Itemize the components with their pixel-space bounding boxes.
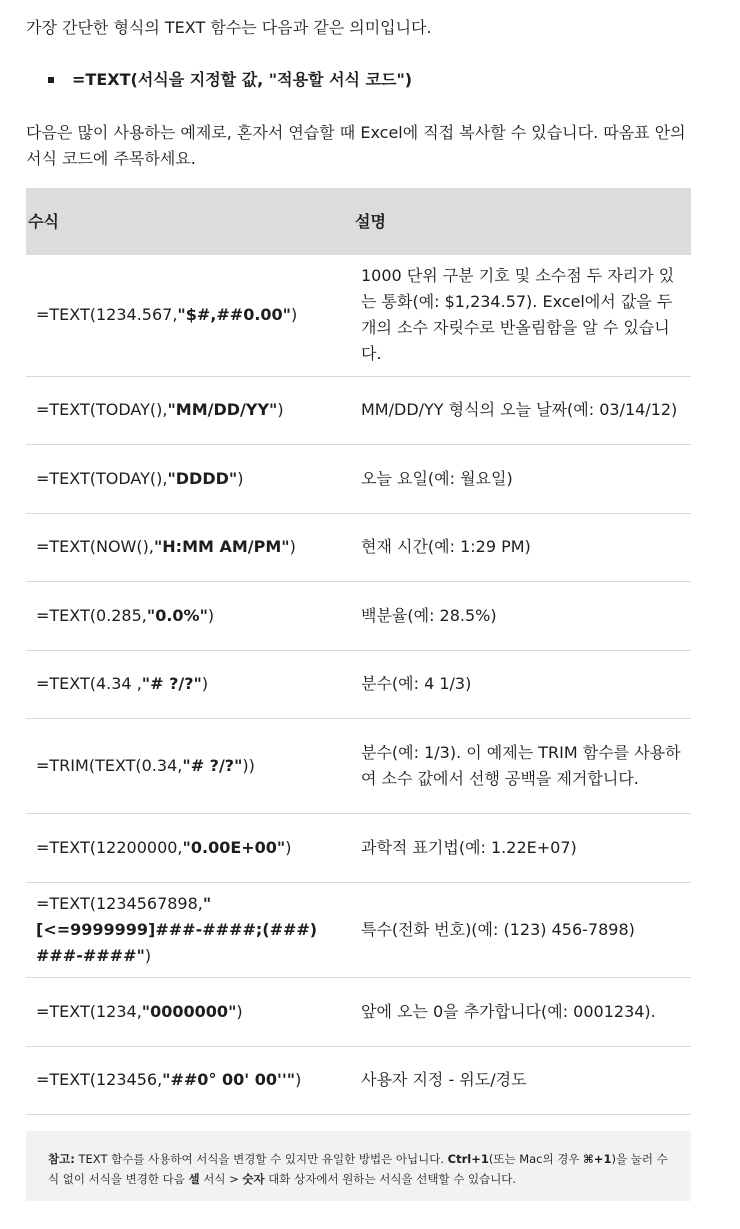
- formula-cell: [26, 444, 349, 513]
- table-header-row: [26, 188, 691, 255]
- description-cell: 과학적 표기법(예: 1.22E+07): [349, 813, 691, 882]
- formula-suffix: ): [237, 468, 244, 488]
- format-code: "H:MM AM/PM": [153, 537, 290, 556]
- formula-suffix: ): [289, 537, 296, 556]
- description-cell: 오늘 요일(예: 월요일): [349, 444, 691, 513]
- formula-prefix: =TEXT(TODAY(),: [36, 468, 168, 488]
- formula-suffix: ): [277, 400, 284, 419]
- header-formula: 수식: [26, 188, 349, 255]
- menu-cell: 셀: [188, 1172, 200, 1186]
- syntax-item: [48, 68, 412, 92]
- formula-suffix: ): [295, 1070, 302, 1089]
- table-row: [26, 1046, 691, 1114]
- formula-cell: [26, 581, 349, 650]
- intro-text: 가장 간단한 형식의 TEXT 함수는 다음과 같은 의미입니다.: [26, 18, 432, 37]
- description-cell: 특수(전화 번호)(예: (123) 456-7898): [349, 882, 691, 977]
- note-text: (또는 Mac의 경우: [488, 1152, 584, 1166]
- description-cell: 백분율(예: 28.5%): [349, 581, 691, 650]
- note-text: TEXT 함수를 사용하여 서식을 변경할 수 있지만 유일한 방법은 아닙니다.: [74, 1152, 448, 1166]
- description-cell: 현재 시간(예: 1:29 PM): [349, 513, 691, 581]
- format-code: "0000000": [141, 1001, 237, 1021]
- note-box: [26, 1131, 691, 1201]
- formula-suffix: ): [144, 945, 152, 965]
- format-code: "0.00E+00": [182, 837, 286, 857]
- format-code: "##0° 00' 00''": [162, 1070, 296, 1089]
- description-cell: 분수(예: 4 1/3): [349, 650, 691, 718]
- formula-prefix: =TEXT(123456,: [36, 1070, 163, 1089]
- formula-cell: [26, 977, 349, 1046]
- formula-suffix: ): [291, 305, 298, 325]
- formula-suffix: ): [207, 605, 215, 625]
- menu-number: 숫자: [242, 1172, 265, 1186]
- table-row: [26, 718, 691, 813]
- table-row: [26, 513, 691, 581]
- bullet-icon: [48, 77, 54, 83]
- formula-prefix: =TEXT(1234.567,: [36, 305, 178, 325]
- formula-cell: [26, 376, 349, 444]
- description-cell: 분수(예: 1/3). 이 예제는 TRIM 함수를 사용하여 소수 값에서 선행 공백을 제거합니다.: [349, 718, 691, 813]
- formula-suffix: ): [285, 837, 292, 857]
- formula-cell: [26, 650, 349, 718]
- format-code: "DDDD": [167, 468, 238, 488]
- note-text: 서식 >: [199, 1172, 243, 1186]
- syntax-text: =TEXT(서식을 지정할 값, "적용할 서식 코드"): [72, 70, 413, 89]
- header-description: 설명: [349, 188, 691, 255]
- formula-suffix: ): [236, 1001, 243, 1021]
- formula-prefix: =TEXT(1234567898,: [36, 893, 203, 913]
- table-row: [26, 376, 691, 444]
- formula-cell: [26, 882, 349, 977]
- format-examples-table: [26, 188, 691, 1115]
- formula-suffix: ): [201, 674, 209, 693]
- syntax-list: [48, 68, 412, 92]
- formula-cell: [26, 513, 349, 581]
- formula-prefix: =TEXT(12200000,: [36, 837, 183, 857]
- table-row: [26, 255, 691, 376]
- table-row: [26, 650, 691, 718]
- format-code: "# ?/?": [141, 674, 202, 693]
- formula-prefix: =TEXT(0.285,: [36, 605, 147, 625]
- formula-cell: [26, 1046, 349, 1114]
- note-label: 참고:: [48, 1152, 75, 1166]
- formula-cell: [26, 255, 349, 376]
- shortcut-ctrl-1: Ctrl+1: [447, 1152, 489, 1166]
- table-row: [26, 444, 691, 513]
- note-text: 대화 상자에서 원하는 서식을 선택할 수 있습니다.: [264, 1172, 517, 1186]
- table-row: [26, 977, 691, 1046]
- format-code: "MM/DD/YY": [167, 400, 278, 419]
- formula-prefix: =TEXT(4.34 ,: [36, 674, 142, 693]
- formula-prefix: =TRIM(TEXT(0.34,: [36, 755, 183, 775]
- description-cell: 1000 단위 구분 기호 및 소수점 두 자리가 있는 통화(예: $1,234.57). Excel에서 값을 두 개의 소수 자릿수로 반올림함을 알 수 있습니다.: [349, 255, 691, 376]
- formula-prefix: =TEXT(NOW(),: [36, 537, 154, 556]
- format-code: "[<=9999999]###-####;(###) ###-####": [36, 893, 318, 965]
- format-code: "0.0%": [146, 605, 208, 625]
- description-text: 다음은 많이 사용하는 예제로, 혼자서 연습할 때 Excel에 직접 복사할 수 있습니다. 따옴표 안의 서식 코드에 주목하세요.: [26, 123, 686, 168]
- table-row: [26, 581, 691, 650]
- note-text: )을 눌러 수식 없이 서식을 변경한 다음: [48, 1152, 668, 1186]
- format-code: "$#,##0.00": [177, 305, 291, 325]
- shortcut-cmd-1: ⌘+1: [583, 1152, 612, 1166]
- description-cell: 사용자 지정 - 위도/경도: [349, 1046, 691, 1114]
- formula-cell: [26, 813, 349, 882]
- table-row: [26, 813, 691, 882]
- formula-prefix: =TEXT(1234,: [36, 1001, 142, 1021]
- table-row: [26, 882, 691, 977]
- formula-suffix: )): [242, 755, 255, 775]
- format-code: "# ?/?": [182, 755, 243, 775]
- description-cell: MM/DD/YY 형식의 오늘 날짜(예: 03/14/12): [349, 376, 691, 444]
- formula-cell: [26, 718, 349, 813]
- formula-prefix: =TEXT(TODAY(),: [36, 400, 168, 419]
- description-cell: 앞에 오는 0을 추가합니다(예: 0001234).: [349, 977, 691, 1046]
